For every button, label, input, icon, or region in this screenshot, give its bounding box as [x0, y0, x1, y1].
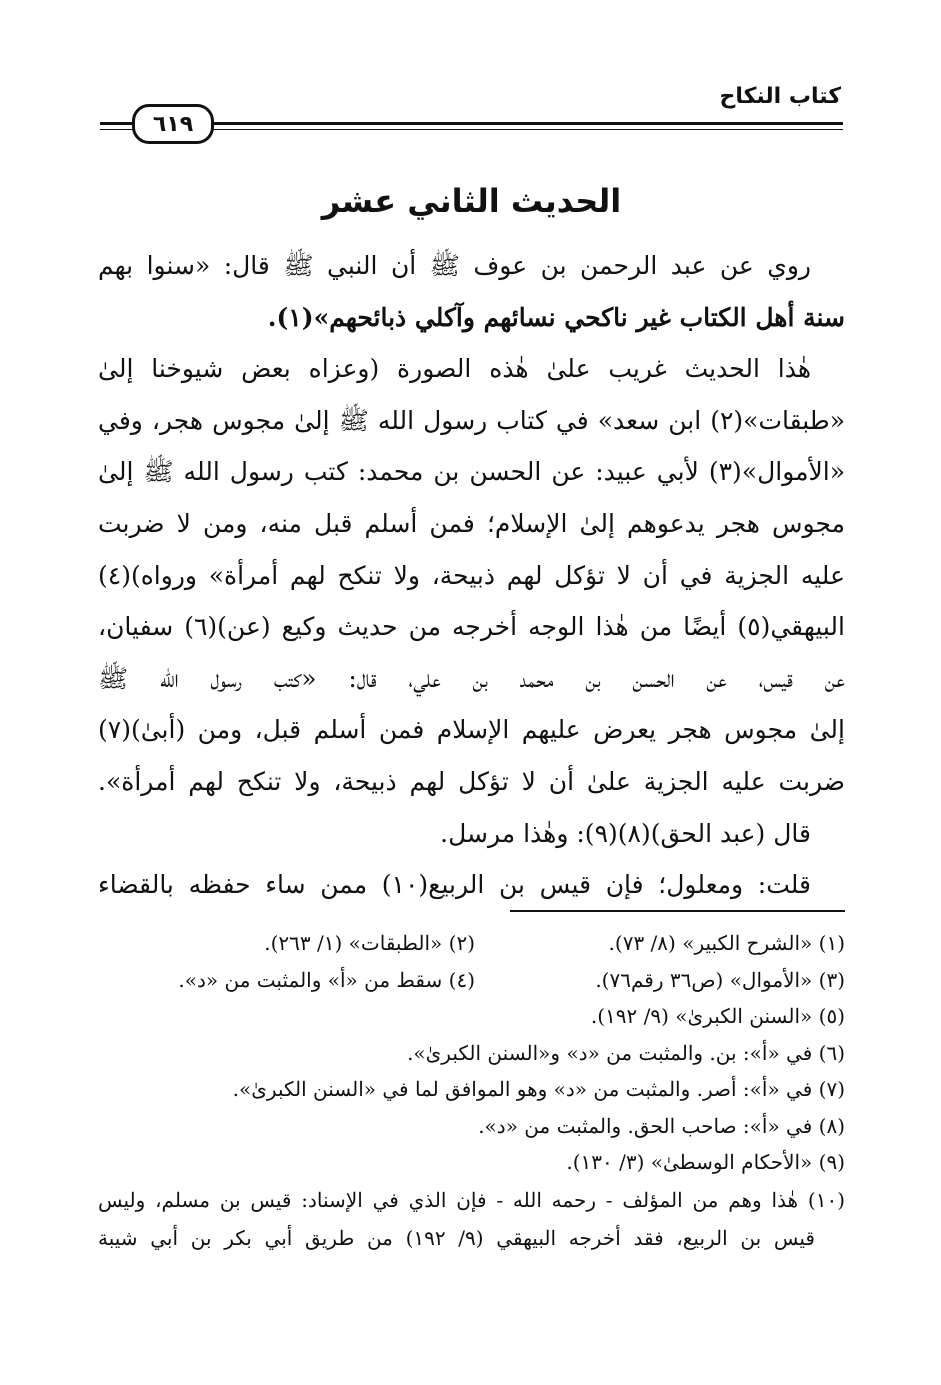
section-title: الحديث الثاني عشر [321, 182, 622, 220]
body-line: روي عن عبد الرحمن بن عوف ﷺ أن النبي ﷺ قال: «سنوا بهم [98, 251, 811, 280]
body-line: عليه الجزية في أن لا تؤكل لهم ذبيحة، ولا تنكح لهم أمرأة» ورواه)(٤) [98, 560, 845, 590]
body-line: إلىٰ مجوس هجر يعرض عليهم الإسلام فمن أسلم قبل، ومن (أبىٰ)(٧) [98, 715, 845, 745]
footnote-2: (٢) «الطبقات» (١/ ٢٦٣). [264, 931, 475, 955]
body-line: قال (عبد الحق)(٨)(٩): وهٰذا مرسل. [440, 818, 811, 848]
footnote-4: (٤) سقط من «أ» والمثبت من «د». [178, 967, 475, 992]
running-title: كتاب النكاح [719, 84, 841, 109]
body-line: مجوس هجر يدعوهم إلىٰ الإسلام؛ فمن أسلم قبل منه، ومن لا ضربت [98, 508, 845, 538]
footnote-10 [98, 1181, 845, 1257]
footnote-10-line: (١٠) هٰذا وهم من المؤلف - رحمه الله - فإن الذي في الإسناد: قيس بن مسلم، وليس [98, 1187, 845, 1212]
footnote-1: (١) «الشرح الكبير» (٨/ ٧٣). [608, 931, 845, 955]
footnote-9: (٩) «الأحكام الوسطىٰ» (٣/ ١٣٠). [566, 1150, 845, 1174]
body-line: سنة أهل الكتاب غير ناكحي نسائهم وآكلي ذبائحهم»(١). [267, 302, 845, 332]
footnote-row [98, 998, 845, 1035]
footnote-6: (٦) في «أ»: بن. والمثبت من «د» و«السنن الكبرىٰ». [407, 1040, 845, 1065]
body-line: هٰذا الحديث غريب علىٰ هٰذه الصورة (وعزاه بعض شيوخنا إلىٰ [98, 354, 811, 384]
footnote-row [98, 1108, 845, 1145]
footnote-separator [510, 910, 845, 912]
footnote-row [98, 1144, 845, 1181]
footnote-10-line: قيس بن الربيع، فقد أخرجه البيهقي (٩/ ١٩٢) من طريق أبي بكر بن أبي شيبة [98, 1225, 815, 1250]
footnote-7: (٧) في «أ»: أصر. والمثبت من «د» وهو الموافق لما في «السنن الكبرىٰ». [232, 1077, 845, 1101]
footnote-row [98, 1035, 845, 1072]
body-text [98, 240, 845, 911]
body-line: عن قيس، عن الحسن بن محمد بن علي، قال: «كتب رسول الله ﷺ [98, 663, 845, 693]
footnote-row [98, 962, 845, 999]
footnote-3: (٣) «الأموال» (ص٣٦ رقم٧٦). [595, 967, 845, 992]
footnotes [98, 925, 845, 1257]
footnote-8: (٨) في «أ»: صاحب الحق. والمثبت من «د». [478, 1113, 845, 1138]
footnote-5: (٥) «السنن الكبرىٰ» (٩/ ١٩٢). [590, 1004, 845, 1028]
body-line: ضربت عليه الجزية علىٰ أن لا تؤكل لهم ذبيحة، ولا تنكح لهم أمرأة». [98, 766, 845, 796]
body-line: قلت: ومعلول؛ فإن قيس بن الربيع(١٠) ممن ساء حفظه بالقضاء [98, 870, 811, 900]
footnote-row [98, 1071, 845, 1108]
body-line: «الأموال»(٣) لأبي عبيد: عن الحسن بن محمد: كتب رسول الله ﷺ إلىٰ [98, 457, 845, 487]
page-number: ٦١٩ [132, 104, 214, 144]
footnote-row [98, 925, 845, 962]
body-line: «طبقات»(٢) ابن سعد» في كتاب رسول الله ﷺ إلىٰ مجوس هجر، وفي [98, 405, 845, 435]
body-line: البيهقي(٥) أيضًا من هٰذا الوجه أخرجه من حديث وكيع (عن)(٦) سفيان، [98, 612, 845, 642]
